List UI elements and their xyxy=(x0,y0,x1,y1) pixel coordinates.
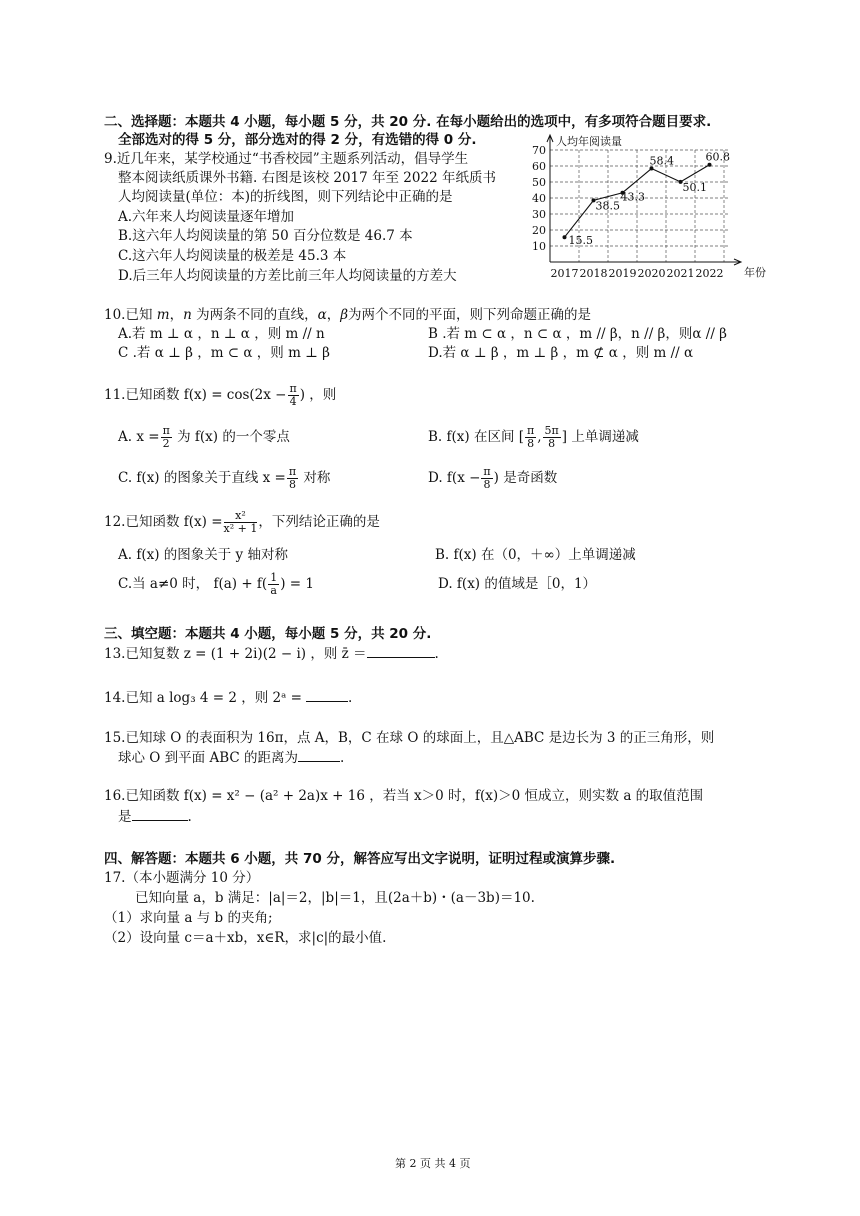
q11-c-fraction xyxy=(287,466,298,491)
question-14 xyxy=(104,686,352,706)
q17-part-2: （2）设向量 c＝a＋xb，x∈R，求|c|的最小值. xyxy=(104,930,387,946)
q10-stem xyxy=(104,303,591,323)
data-label: 15.5 xyxy=(568,234,593,248)
x-tick-label: 2021 xyxy=(666,267,695,280)
q11-d-num: π xyxy=(483,465,491,478)
q11-fraction xyxy=(288,383,299,408)
q17-title: 17.（本小题满分 10 分） xyxy=(104,870,260,886)
q11-c-num: π xyxy=(288,465,297,478)
q15-line1: 15.已知球 O 的表面积为 16π，点 A，B，C 在球 O 的球面上，且△ABC 是边长为 3 的正三角形，则 xyxy=(104,730,715,746)
y-tick-label: 50 xyxy=(532,176,546,189)
q11-stem-post: ) ，则 xyxy=(299,387,337,403)
q16-line1: 16.已知函数 f(x) = x² − (a² + 2a)x + 16 ，若当 x＞0 时，f(x)＞0 恒成立，则实数 a 的取值范围 xyxy=(104,788,704,804)
section-2-heading: 二、选择题：本题共 4 小题，每小题 5 分，共 20 分. 在每小题给出的选项中，有多项符合题目要求. xyxy=(104,114,712,130)
q12-c-num: 1 xyxy=(270,571,278,584)
q11-b-num1: π xyxy=(527,424,535,437)
q11-b-den2: 8 xyxy=(548,437,556,450)
q12-c-post: ) = 1 xyxy=(280,576,314,592)
q14-end: . xyxy=(347,690,353,706)
x-tick-label: 2022 xyxy=(695,267,724,280)
q10-stem-post: 为两个不同的平面，则下列命题正确的是 xyxy=(348,307,592,323)
reading-line-chart xyxy=(515,128,775,288)
q11-b-den1: 8 xyxy=(527,437,535,450)
q11-d-fraction xyxy=(481,466,492,491)
q16-end: . xyxy=(187,809,192,825)
q10-var-m: m xyxy=(156,307,170,323)
q11-c-post: 对称 xyxy=(299,470,331,486)
q11-option-b xyxy=(428,425,639,450)
x-tick-label: 2018 xyxy=(579,267,608,280)
section-4-heading: 四、解答题：本题共 6 小题，共 70 分，解答应写出文字说明，证明过程或演算步骤. xyxy=(104,851,616,867)
page-number: 第 2 页 共 4 页 xyxy=(395,1157,471,1170)
x-tick-label: 2020 xyxy=(637,267,666,280)
data-label: 43.3 xyxy=(620,190,645,204)
q11-a-fraction xyxy=(161,425,172,450)
section-2-heading-continued: 全部选对的得 5 分，部分选对的得 2 分，有选错的得 0 分. xyxy=(118,132,477,148)
y-tick-label: 30 xyxy=(532,208,546,221)
y-tick-label: 40 xyxy=(532,192,546,205)
data-point xyxy=(563,235,567,239)
q16-line2-text: 是 xyxy=(118,809,132,825)
q10-stem-pre: 10.已知 xyxy=(104,307,157,323)
data-label: 58.4 xyxy=(649,154,674,168)
q15-answer-blank xyxy=(298,749,340,762)
q11-d-den: 8 xyxy=(483,478,491,491)
q11-c-den: 8 xyxy=(288,478,296,491)
q11-b-comma: , xyxy=(537,429,542,445)
q12-stem-post: ，下列结论正确的是 xyxy=(258,514,380,530)
q9-stem-line1: 9.近几年来，某学校通过“书香校园”主题系列活动，倡导学生 xyxy=(104,151,469,167)
q10-comma: ， xyxy=(169,307,184,323)
q11-b-pre: B. f(x) 在区间 [ xyxy=(428,429,524,445)
q11-a-den: 2 xyxy=(162,437,170,450)
y-axis-title: 人均年阅读量 xyxy=(556,135,622,148)
q11-option-c xyxy=(118,466,330,491)
q13-end: . xyxy=(434,646,439,662)
x-tick-label: 2017 xyxy=(550,267,579,280)
q10-comma-2: ， xyxy=(326,307,341,323)
q12-option-c xyxy=(118,572,314,597)
q9-option-b: B.这六年人均阅读量的第 50 百分位数是 46.7 本 xyxy=(118,228,413,244)
q11-c-pre: C. f(x) 的图象关于直线 x = xyxy=(118,470,286,486)
q12-option-a: A. f(x) 的图象关于 y 轴对称 xyxy=(118,547,288,563)
y-tick-label: 70 xyxy=(532,144,546,157)
q9-stem-line2: 整本阅读纸质课外书籍. 右图是该校 2017 年至 2022 年纸质书 xyxy=(118,170,496,186)
q15-line2 xyxy=(118,746,344,766)
q10-var-alpha: α xyxy=(317,307,327,323)
y-tick-label: 60 xyxy=(532,160,546,173)
data-label: 50.1 xyxy=(682,180,707,194)
q12-option-d: D. f(x) 的值域是［0，1） xyxy=(438,576,597,592)
y-tick-label: 10 xyxy=(532,240,546,253)
q9-stem-line3: 人均阅读量(单位：本)的折线图，则下列结论中正确的是 xyxy=(118,189,453,205)
q16-answer-blank xyxy=(132,808,188,821)
q11-b-post: ] 上单调递减 xyxy=(561,429,639,445)
q12-stem-pre: 12.已知函数 f(x) = xyxy=(104,514,223,530)
q9-option-a: A.六年来人均阅读量逐年增加 xyxy=(118,209,295,225)
q17-part-1: （1）求向量 a 与 b 的夹角; xyxy=(104,910,273,926)
y-tick-label: 20 xyxy=(532,224,546,237)
x-tick-label: 2019 xyxy=(608,267,637,280)
q14-answer-blank xyxy=(306,689,348,702)
q15-end: . xyxy=(339,750,345,766)
q11-b-fraction-1 xyxy=(525,425,536,450)
q11-b-num2: 5π xyxy=(544,424,559,437)
q12-stem xyxy=(104,510,380,535)
q14-text: 14.已知 a log₃ 4 = 2 ，则 2ᵃ = xyxy=(104,690,302,706)
q12-c-pre: C.当 a≠0 时， f(a) + f( xyxy=(118,576,268,592)
q11-option-a xyxy=(118,425,290,450)
q11-b-fraction-2 xyxy=(543,425,561,450)
q10-var-n: n xyxy=(183,307,192,323)
q11-frac-den: 4 xyxy=(289,395,297,408)
q11-a-post: 为 f(x) 的一个零点 xyxy=(172,429,290,445)
section-3-heading: 三、填空题：本题共 4 小题，每小题 5 分，共 20 分. xyxy=(104,626,432,642)
q17-given: 已知向量 a，b 满足：|a|＝2，|b|＝1，且(2a＋b)・(a－3b)＝10. xyxy=(135,890,535,906)
q10-option-d: D.若 α ⊥ β ，m ⊥ β ，m ⊄ α ，则 m // α xyxy=(428,345,694,361)
q11-frac-num: π xyxy=(289,382,297,395)
q11-d-post: ) 是奇函数 xyxy=(493,470,558,486)
data-label: 60.8 xyxy=(705,150,730,164)
x-axis-title: 年份 xyxy=(744,266,766,279)
q12-c-den: a xyxy=(270,584,277,597)
q10-var-beta: β xyxy=(340,307,349,323)
q11-a-num: π xyxy=(162,424,170,437)
q9-option-d: D.后三年人均阅读量的方差比前三年人均阅读量的方差大 xyxy=(118,268,457,284)
q15-line2-text: 球心 O 到平面 ABC 的距离为 xyxy=(118,750,298,766)
q11-d-pre: D. f(x − xyxy=(428,470,481,486)
q12-option-b: B. f(x) 在（0，＋∞）上单调递减 xyxy=(435,547,636,563)
q16-line2 xyxy=(118,805,192,825)
q9-option-c: C.这六年人均阅读量的极差是 45.3 本 xyxy=(118,248,347,264)
q11-stem xyxy=(104,383,336,408)
data-label: 38.5 xyxy=(595,199,620,213)
q10-stem-mid: 为两条不同的直线， xyxy=(191,307,318,323)
question-13 xyxy=(104,642,439,662)
q10-option-b: B .若 m ⊂ α ，n ⊂ α ，m // β，n // β，则α // β xyxy=(428,326,727,342)
q13-text: 13.已知复数 z = (1 + 2i)(2 − i) ，则 z̄ ＝ xyxy=(104,646,367,662)
q10-option-a: A.若 m ⊥ α ，n ⊥ α ，则 m // n xyxy=(118,326,325,342)
q10-option-c: C .若 α ⊥ β ，m ⊂ α ，则 m ⊥ β xyxy=(118,345,330,361)
q12-den: x² + 1 xyxy=(223,522,258,535)
q12-num: x² xyxy=(224,510,258,523)
q11-stem-pre: 11.已知函数 f(x) = cos(2x − xyxy=(104,387,287,403)
q12-fraction xyxy=(224,510,258,535)
q12-c-fraction xyxy=(268,572,279,597)
q11-option-d xyxy=(428,466,557,491)
q13-answer-blank xyxy=(367,645,435,658)
q11-a-pre: A. x = xyxy=(118,429,160,445)
